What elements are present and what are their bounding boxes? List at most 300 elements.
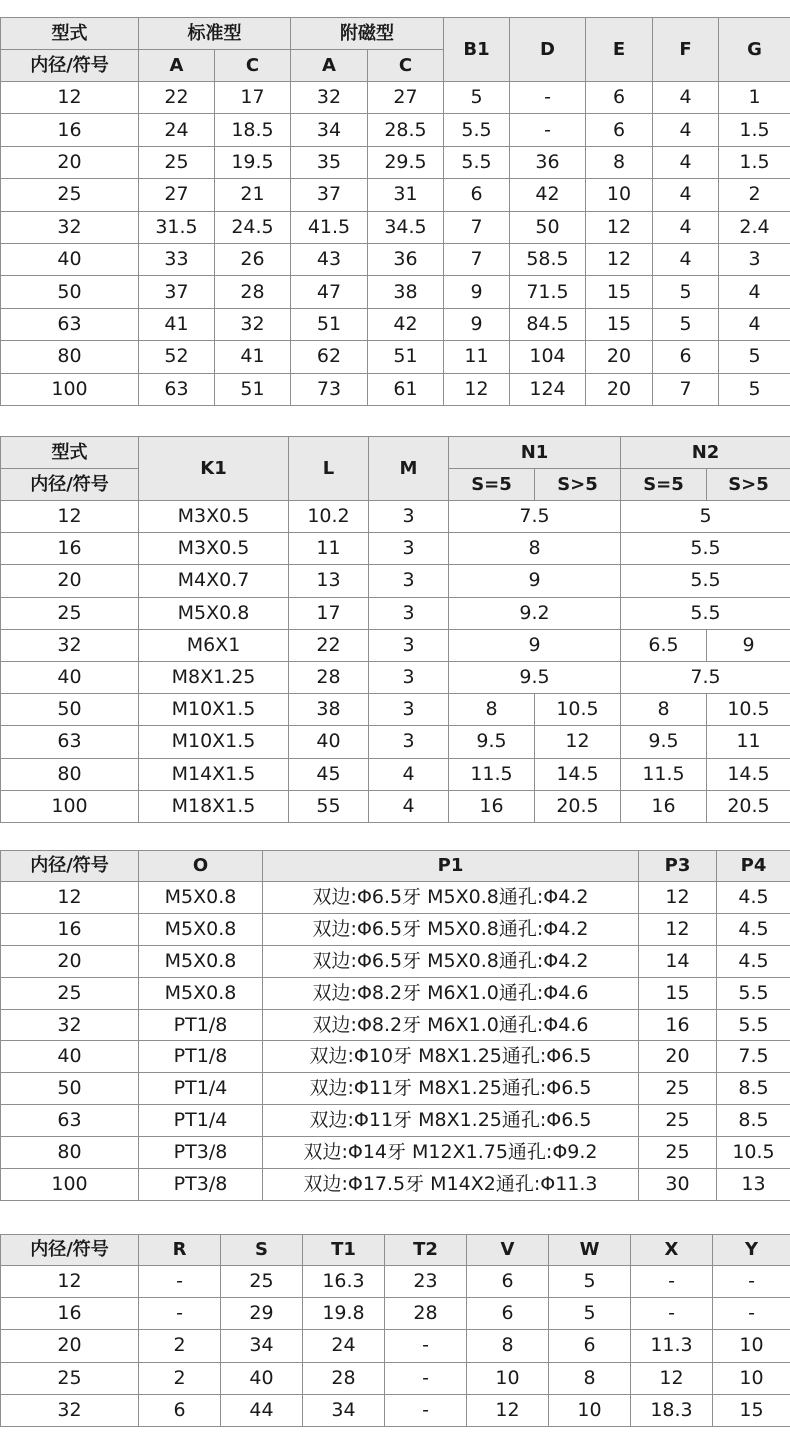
m-cell: 3 — [369, 629, 449, 661]
standard-a-cell: 31.5 — [139, 211, 215, 243]
table-row — [1, 1330, 790, 1362]
bore-cell: 100 — [1, 1169, 139, 1201]
t1-cell: 34 — [303, 1394, 385, 1426]
p3-cell: 25 — [639, 1137, 717, 1169]
e-cell: 8 — [586, 146, 653, 178]
p3-cell: 12 — [639, 882, 717, 914]
bore-cell: 50 — [1, 1073, 139, 1105]
e-cell: 15 — [586, 276, 653, 308]
m-cell: 3 — [369, 597, 449, 629]
l-cell: 40 — [289, 726, 369, 758]
table-row — [1, 179, 790, 211]
y-cell: 15 — [713, 1394, 790, 1426]
e-cell: 20 — [586, 341, 653, 373]
magnetic-c-cell: 38 — [368, 276, 444, 308]
t1-cell: 28 — [303, 1362, 385, 1394]
n1-s-eq-cell: 9.5 — [449, 726, 535, 758]
e-cell: 15 — [586, 308, 653, 340]
m-header: M — [369, 437, 449, 501]
dimension-table-ports — [0, 850, 790, 1201]
p4-cell: 4.5 — [717, 882, 790, 914]
standard-a-header: A — [139, 50, 215, 82]
table-header-row — [1, 851, 790, 882]
t2-cell: - — [385, 1330, 467, 1362]
e-cell: 12 — [586, 211, 653, 243]
r-header: R — [139, 1235, 221, 1266]
n1-merged-cell: 9.5 — [449, 661, 621, 693]
standard-a-cell: 33 — [139, 243, 215, 275]
table-row — [1, 1073, 790, 1105]
n2-s-eq-cell: 11.5 — [621, 758, 707, 790]
t1-header: T1 — [303, 1235, 385, 1266]
table-row — [1, 1137, 790, 1169]
k1-cell: M3X0.5 — [139, 501, 289, 533]
x-cell: 12 — [631, 1362, 713, 1394]
bore-cell: 80 — [1, 758, 139, 790]
l-cell: 28 — [289, 661, 369, 693]
n2-s-gt-cell: 14.5 — [707, 758, 790, 790]
n2-header: N2 — [621, 437, 790, 469]
w-cell: 6 — [549, 1330, 631, 1362]
p3-cell: 25 — [639, 1105, 717, 1137]
o-cell: PT3/8 — [139, 1169, 263, 1201]
magnetic-c-header: C — [368, 50, 444, 82]
g-header: G — [719, 18, 790, 82]
magnetic-c-cell: 27 — [368, 82, 444, 114]
d-cell: - — [510, 114, 586, 146]
table-row — [1, 945, 790, 977]
g-cell: 2.4 — [719, 211, 790, 243]
o-cell: M5X0.8 — [139, 977, 263, 1009]
d-cell: 50 — [510, 211, 586, 243]
magnetic-type-header: 附磁型 — [291, 18, 444, 50]
n2-s-gt-cell: 20.5 — [707, 790, 790, 822]
v-cell: 10 — [467, 1362, 549, 1394]
k1-cell: M5X0.8 — [139, 597, 289, 629]
bore-cell: 20 — [1, 146, 139, 178]
magnetic-c-cell: 31 — [368, 179, 444, 211]
table-row — [1, 276, 790, 308]
k1-cell: M8X1.25 — [139, 661, 289, 693]
n1-merged-cell: 9 — [449, 629, 621, 661]
n2-merged-cell: 5.5 — [621, 565, 790, 597]
e-cell: 12 — [586, 243, 653, 275]
d-cell: 124 — [510, 373, 586, 405]
standard-a-cell: 41 — [139, 308, 215, 340]
n2-merged-cell: 5.5 — [621, 597, 790, 629]
p3-cell: 25 — [639, 1073, 717, 1105]
f-cell: 4 — [653, 82, 719, 114]
s-cell: 29 — [221, 1298, 303, 1330]
o-cell: M5X0.8 — [139, 945, 263, 977]
n1-s-eq-cell: 16 — [449, 790, 535, 822]
magnetic-a-cell: 62 — [291, 341, 368, 373]
l-cell: 55 — [289, 790, 369, 822]
table-row — [1, 597, 790, 629]
magnetic-c-cell: 29.5 — [368, 146, 444, 178]
b1-cell: 5.5 — [444, 114, 510, 146]
table-row — [1, 1105, 790, 1137]
g-cell: 5 — [719, 341, 790, 373]
p4-cell: 4.5 — [717, 945, 790, 977]
b1-cell: 5 — [444, 82, 510, 114]
table-row — [1, 1041, 790, 1073]
s-cell: 40 — [221, 1362, 303, 1394]
x-cell: - — [631, 1298, 713, 1330]
o-cell: PT1/4 — [139, 1105, 263, 1137]
k1-cell: M3X0.5 — [139, 533, 289, 565]
table-row — [1, 726, 790, 758]
f-cell: 4 — [653, 211, 719, 243]
standard-c-header: C — [215, 50, 291, 82]
n1-merged-cell: 9 — [449, 565, 621, 597]
bore-cell: 40 — [1, 661, 139, 693]
type-header: 型式 — [1, 18, 139, 50]
standard-type-header: 标准型 — [139, 18, 291, 50]
magnetic-a-cell: 35 — [291, 146, 368, 178]
p4-cell: 8.5 — [717, 1105, 790, 1137]
table-row — [1, 1266, 790, 1298]
table-row — [1, 1298, 790, 1330]
m-cell: 3 — [369, 726, 449, 758]
table-header-row — [1, 18, 790, 50]
p1-header: P1 — [263, 851, 639, 882]
bore-header: 内径/符号 — [1, 1235, 139, 1266]
s-cell: 25 — [221, 1266, 303, 1298]
table-row — [1, 758, 790, 790]
n1-s-gt-cell: 14.5 — [535, 758, 621, 790]
magnetic-a-cell: 51 — [291, 308, 368, 340]
bore-cell: 63 — [1, 1105, 139, 1137]
p1-cell: 双边:Φ17.5牙 M14X2通孔:Φ11.3 — [263, 1169, 639, 1201]
magnetic-a-header: A — [291, 50, 368, 82]
k1-cell: M10X1.5 — [139, 726, 289, 758]
bore-cell: 20 — [1, 565, 139, 597]
g-cell: 1.5 — [719, 114, 790, 146]
d-cell: 42 — [510, 179, 586, 211]
n1-merged-cell: 9.2 — [449, 597, 621, 629]
f-cell: 4 — [653, 146, 719, 178]
magnetic-a-cell: 47 — [291, 276, 368, 308]
w-header: W — [549, 1235, 631, 1266]
magnetic-a-cell: 32 — [291, 82, 368, 114]
m-cell: 4 — [369, 790, 449, 822]
t1-cell: 24 — [303, 1330, 385, 1362]
table-header-row — [1, 1235, 790, 1266]
n1-s-eq-cell: 8 — [449, 694, 535, 726]
bore-cell: 80 — [1, 1137, 139, 1169]
g-cell: 3 — [719, 243, 790, 275]
b1-cell: 11 — [444, 341, 510, 373]
y-header: Y — [713, 1235, 790, 1266]
bore-cell: 100 — [1, 790, 139, 822]
p1-cell: 双边:Φ8.2牙 M6X1.0通孔:Φ4.6 — [263, 977, 639, 1009]
t1-cell: 16.3 — [303, 1266, 385, 1298]
magnetic-c-cell: 36 — [368, 243, 444, 275]
n1-s-gt-cell: 10.5 — [535, 694, 621, 726]
bore-cell: 12 — [1, 82, 139, 114]
o-header: O — [139, 851, 263, 882]
n2-merged-cell: 5 — [621, 501, 790, 533]
standard-c-cell: 18.5 — [215, 114, 291, 146]
bore-cell: 32 — [1, 1009, 139, 1041]
g-cell: 1.5 — [719, 146, 790, 178]
standard-c-cell: 24.5 — [215, 211, 291, 243]
standard-c-cell: 51 — [215, 373, 291, 405]
bore-cell: 80 — [1, 341, 139, 373]
e-header: E — [586, 18, 653, 82]
o-cell: PT1/8 — [139, 1041, 263, 1073]
m-cell: 3 — [369, 661, 449, 693]
l-cell: 11 — [289, 533, 369, 565]
n2-s-eq-header: S=5 — [621, 469, 707, 501]
standard-a-cell: 52 — [139, 341, 215, 373]
g-cell: 5 — [719, 373, 790, 405]
bore-cell: 25 — [1, 1362, 139, 1394]
table-row — [1, 82, 790, 114]
k1-header: K1 — [139, 437, 289, 501]
bore-cell: 16 — [1, 1298, 139, 1330]
p4-cell: 10.5 — [717, 1137, 790, 1169]
k1-cell: M18X1.5 — [139, 790, 289, 822]
p4-header: P4 — [717, 851, 790, 882]
magnetic-c-cell: 42 — [368, 308, 444, 340]
bore-cell: 16 — [1, 913, 139, 945]
p1-cell: 双边:Φ14牙 M12X1.75通孔:Φ9.2 — [263, 1137, 639, 1169]
n2-s-gt-cell: 9 — [707, 629, 790, 661]
f-cell: 4 — [653, 179, 719, 211]
bore-cell: 12 — [1, 882, 139, 914]
d-cell: 36 — [510, 146, 586, 178]
bore-cell: 32 — [1, 629, 139, 661]
t2-cell: - — [385, 1362, 467, 1394]
table-row — [1, 565, 790, 597]
dimension-table-k1-n2 — [0, 436, 790, 823]
table-row — [1, 373, 790, 405]
b1-cell: 12 — [444, 373, 510, 405]
d-cell: 58.5 — [510, 243, 586, 275]
bore-cell: 12 — [1, 501, 139, 533]
r-cell: 6 — [139, 1394, 221, 1426]
table-row — [1, 1394, 790, 1426]
m-cell: 3 — [369, 694, 449, 726]
n2-s-eq-cell: 8 — [621, 694, 707, 726]
p1-cell: 双边:Φ11牙 M8X1.25通孔:Φ6.5 — [263, 1105, 639, 1137]
w-cell: 10 — [549, 1394, 631, 1426]
l-cell: 10.2 — [289, 501, 369, 533]
table-row — [1, 341, 790, 373]
k1-cell: M4X0.7 — [139, 565, 289, 597]
magnetic-a-cell: 43 — [291, 243, 368, 275]
d-cell: 104 — [510, 341, 586, 373]
w-cell: 5 — [549, 1266, 631, 1298]
f-cell: 6 — [653, 341, 719, 373]
t2-cell: - — [385, 1394, 467, 1426]
bore-header: 内径/符号 — [1, 50, 139, 82]
bore-cell: 63 — [1, 726, 139, 758]
standard-a-cell: 22 — [139, 82, 215, 114]
g-cell: 1 — [719, 82, 790, 114]
bore-cell: 100 — [1, 373, 139, 405]
t1-cell: 19.8 — [303, 1298, 385, 1330]
type-header: 型式 — [1, 437, 139, 469]
bore-header: 内径/符号 — [1, 851, 139, 882]
g-cell: 4 — [719, 276, 790, 308]
table-row — [1, 913, 790, 945]
v-cell: 6 — [467, 1266, 549, 1298]
t2-cell: 23 — [385, 1266, 467, 1298]
n2-s-eq-cell: 9.5 — [621, 726, 707, 758]
standard-a-cell: 25 — [139, 146, 215, 178]
bore-cell: 16 — [1, 533, 139, 565]
d-cell: 84.5 — [510, 308, 586, 340]
magnetic-c-cell: 51 — [368, 341, 444, 373]
standard-c-cell: 32 — [215, 308, 291, 340]
p1-cell: 双边:Φ11牙 M8X1.25通孔:Φ6.5 — [263, 1073, 639, 1105]
table-row — [1, 1362, 790, 1394]
n1-s-gt-header: S>5 — [535, 469, 621, 501]
table-row — [1, 533, 790, 565]
standard-a-cell: 27 — [139, 179, 215, 211]
table-row — [1, 114, 790, 146]
x-cell: 18.3 — [631, 1394, 713, 1426]
m-cell: 3 — [369, 501, 449, 533]
o-cell: M5X0.8 — [139, 913, 263, 945]
bore-cell: 63 — [1, 308, 139, 340]
bore-cell: 20 — [1, 945, 139, 977]
bore-cell: 40 — [1, 1041, 139, 1073]
o-cell: PT1/4 — [139, 1073, 263, 1105]
bore-cell: 50 — [1, 694, 139, 726]
y-cell: - — [713, 1298, 790, 1330]
p3-cell: 12 — [639, 913, 717, 945]
d-header: D — [510, 18, 586, 82]
table-row — [1, 977, 790, 1009]
x-cell: - — [631, 1266, 713, 1298]
f-cell: 4 — [653, 114, 719, 146]
m-cell: 3 — [369, 565, 449, 597]
x-cell: 11.3 — [631, 1330, 713, 1362]
table-row — [1, 501, 790, 533]
r-cell: - — [139, 1266, 221, 1298]
p4-cell: 7.5 — [717, 1041, 790, 1073]
bore-header: 内径/符号 — [1, 469, 139, 501]
p3-cell: 14 — [639, 945, 717, 977]
d-cell: - — [510, 82, 586, 114]
s-cell: 44 — [221, 1394, 303, 1426]
g-cell: 2 — [719, 179, 790, 211]
magnetic-c-cell: 34.5 — [368, 211, 444, 243]
l-cell: 38 — [289, 694, 369, 726]
b1-cell: 7 — [444, 243, 510, 275]
table-row — [1, 243, 790, 275]
p1-cell: 双边:Φ8.2牙 M6X1.0通孔:Φ4.6 — [263, 1009, 639, 1041]
p4-cell: 5.5 — [717, 1009, 790, 1041]
x-header: X — [631, 1235, 713, 1266]
v-cell: 12 — [467, 1394, 549, 1426]
bore-cell: 12 — [1, 1266, 139, 1298]
p4-cell: 4.5 — [717, 913, 790, 945]
l-cell: 22 — [289, 629, 369, 661]
f-header: F — [653, 18, 719, 82]
standard-c-cell: 26 — [215, 243, 291, 275]
f-cell: 5 — [653, 308, 719, 340]
bore-cell: 25 — [1, 179, 139, 211]
n2-s-eq-cell: 6.5 — [621, 629, 707, 661]
n2-s-gt-cell: 10.5 — [707, 694, 790, 726]
n1-header: N1 — [449, 437, 621, 469]
standard-c-cell: 21 — [215, 179, 291, 211]
p1-cell: 双边:Φ6.5牙 M5X0.8通孔:Φ4.2 — [263, 945, 639, 977]
l-cell: 17 — [289, 597, 369, 629]
b1-cell: 5.5 — [444, 146, 510, 178]
n2-s-gt-cell: 11 — [707, 726, 790, 758]
m-cell: 3 — [369, 533, 449, 565]
v-cell: 6 — [467, 1298, 549, 1330]
n1-merged-cell: 8 — [449, 533, 621, 565]
s-header: S — [221, 1235, 303, 1266]
k1-cell: M10X1.5 — [139, 694, 289, 726]
table-row — [1, 882, 790, 914]
table-row — [1, 1169, 790, 1201]
p3-header: P3 — [639, 851, 717, 882]
n1-merged-cell: 7.5 — [449, 501, 621, 533]
n1-s-gt-cell: 20.5 — [535, 790, 621, 822]
t2-cell: 28 — [385, 1298, 467, 1330]
n2-s-gt-header: S>5 — [707, 469, 790, 501]
bore-cell: 40 — [1, 243, 139, 275]
n1-s-gt-cell: 12 — [535, 726, 621, 758]
p4-cell: 13 — [717, 1169, 790, 1201]
table-row — [1, 661, 790, 693]
r-cell: 2 — [139, 1362, 221, 1394]
e-cell: 10 — [586, 179, 653, 211]
s-cell: 34 — [221, 1330, 303, 1362]
table-row — [1, 694, 790, 726]
magnetic-c-cell: 61 — [368, 373, 444, 405]
standard-c-cell: 17 — [215, 82, 291, 114]
magnetic-a-cell: 41.5 — [291, 211, 368, 243]
o-cell: PT1/8 — [139, 1009, 263, 1041]
standard-a-cell: 63 — [139, 373, 215, 405]
standard-a-cell: 37 — [139, 276, 215, 308]
t2-header: T2 — [385, 1235, 467, 1266]
n2-merged-cell: 5.5 — [621, 533, 790, 565]
y-cell: 10 — [713, 1330, 790, 1362]
p3-cell: 16 — [639, 1009, 717, 1041]
y-cell: 10 — [713, 1362, 790, 1394]
n2-s-eq-cell: 16 — [621, 790, 707, 822]
magnetic-a-cell: 34 — [291, 114, 368, 146]
l-cell: 13 — [289, 565, 369, 597]
l-cell: 45 — [289, 758, 369, 790]
b1-cell: 9 — [444, 276, 510, 308]
bore-cell: 25 — [1, 597, 139, 629]
table-row — [1, 146, 790, 178]
bore-cell: 20 — [1, 1330, 139, 1362]
f-cell: 5 — [653, 276, 719, 308]
dimension-table-r-y — [0, 1234, 790, 1427]
bore-cell: 32 — [1, 211, 139, 243]
table-header-row — [1, 437, 790, 469]
f-cell: 4 — [653, 243, 719, 275]
p4-cell: 5.5 — [717, 977, 790, 1009]
bore-cell: 32 — [1, 1394, 139, 1426]
n1-s-eq-header: S=5 — [449, 469, 535, 501]
bore-cell: 16 — [1, 114, 139, 146]
b1-header: B1 — [444, 18, 510, 82]
b1-cell: 9 — [444, 308, 510, 340]
